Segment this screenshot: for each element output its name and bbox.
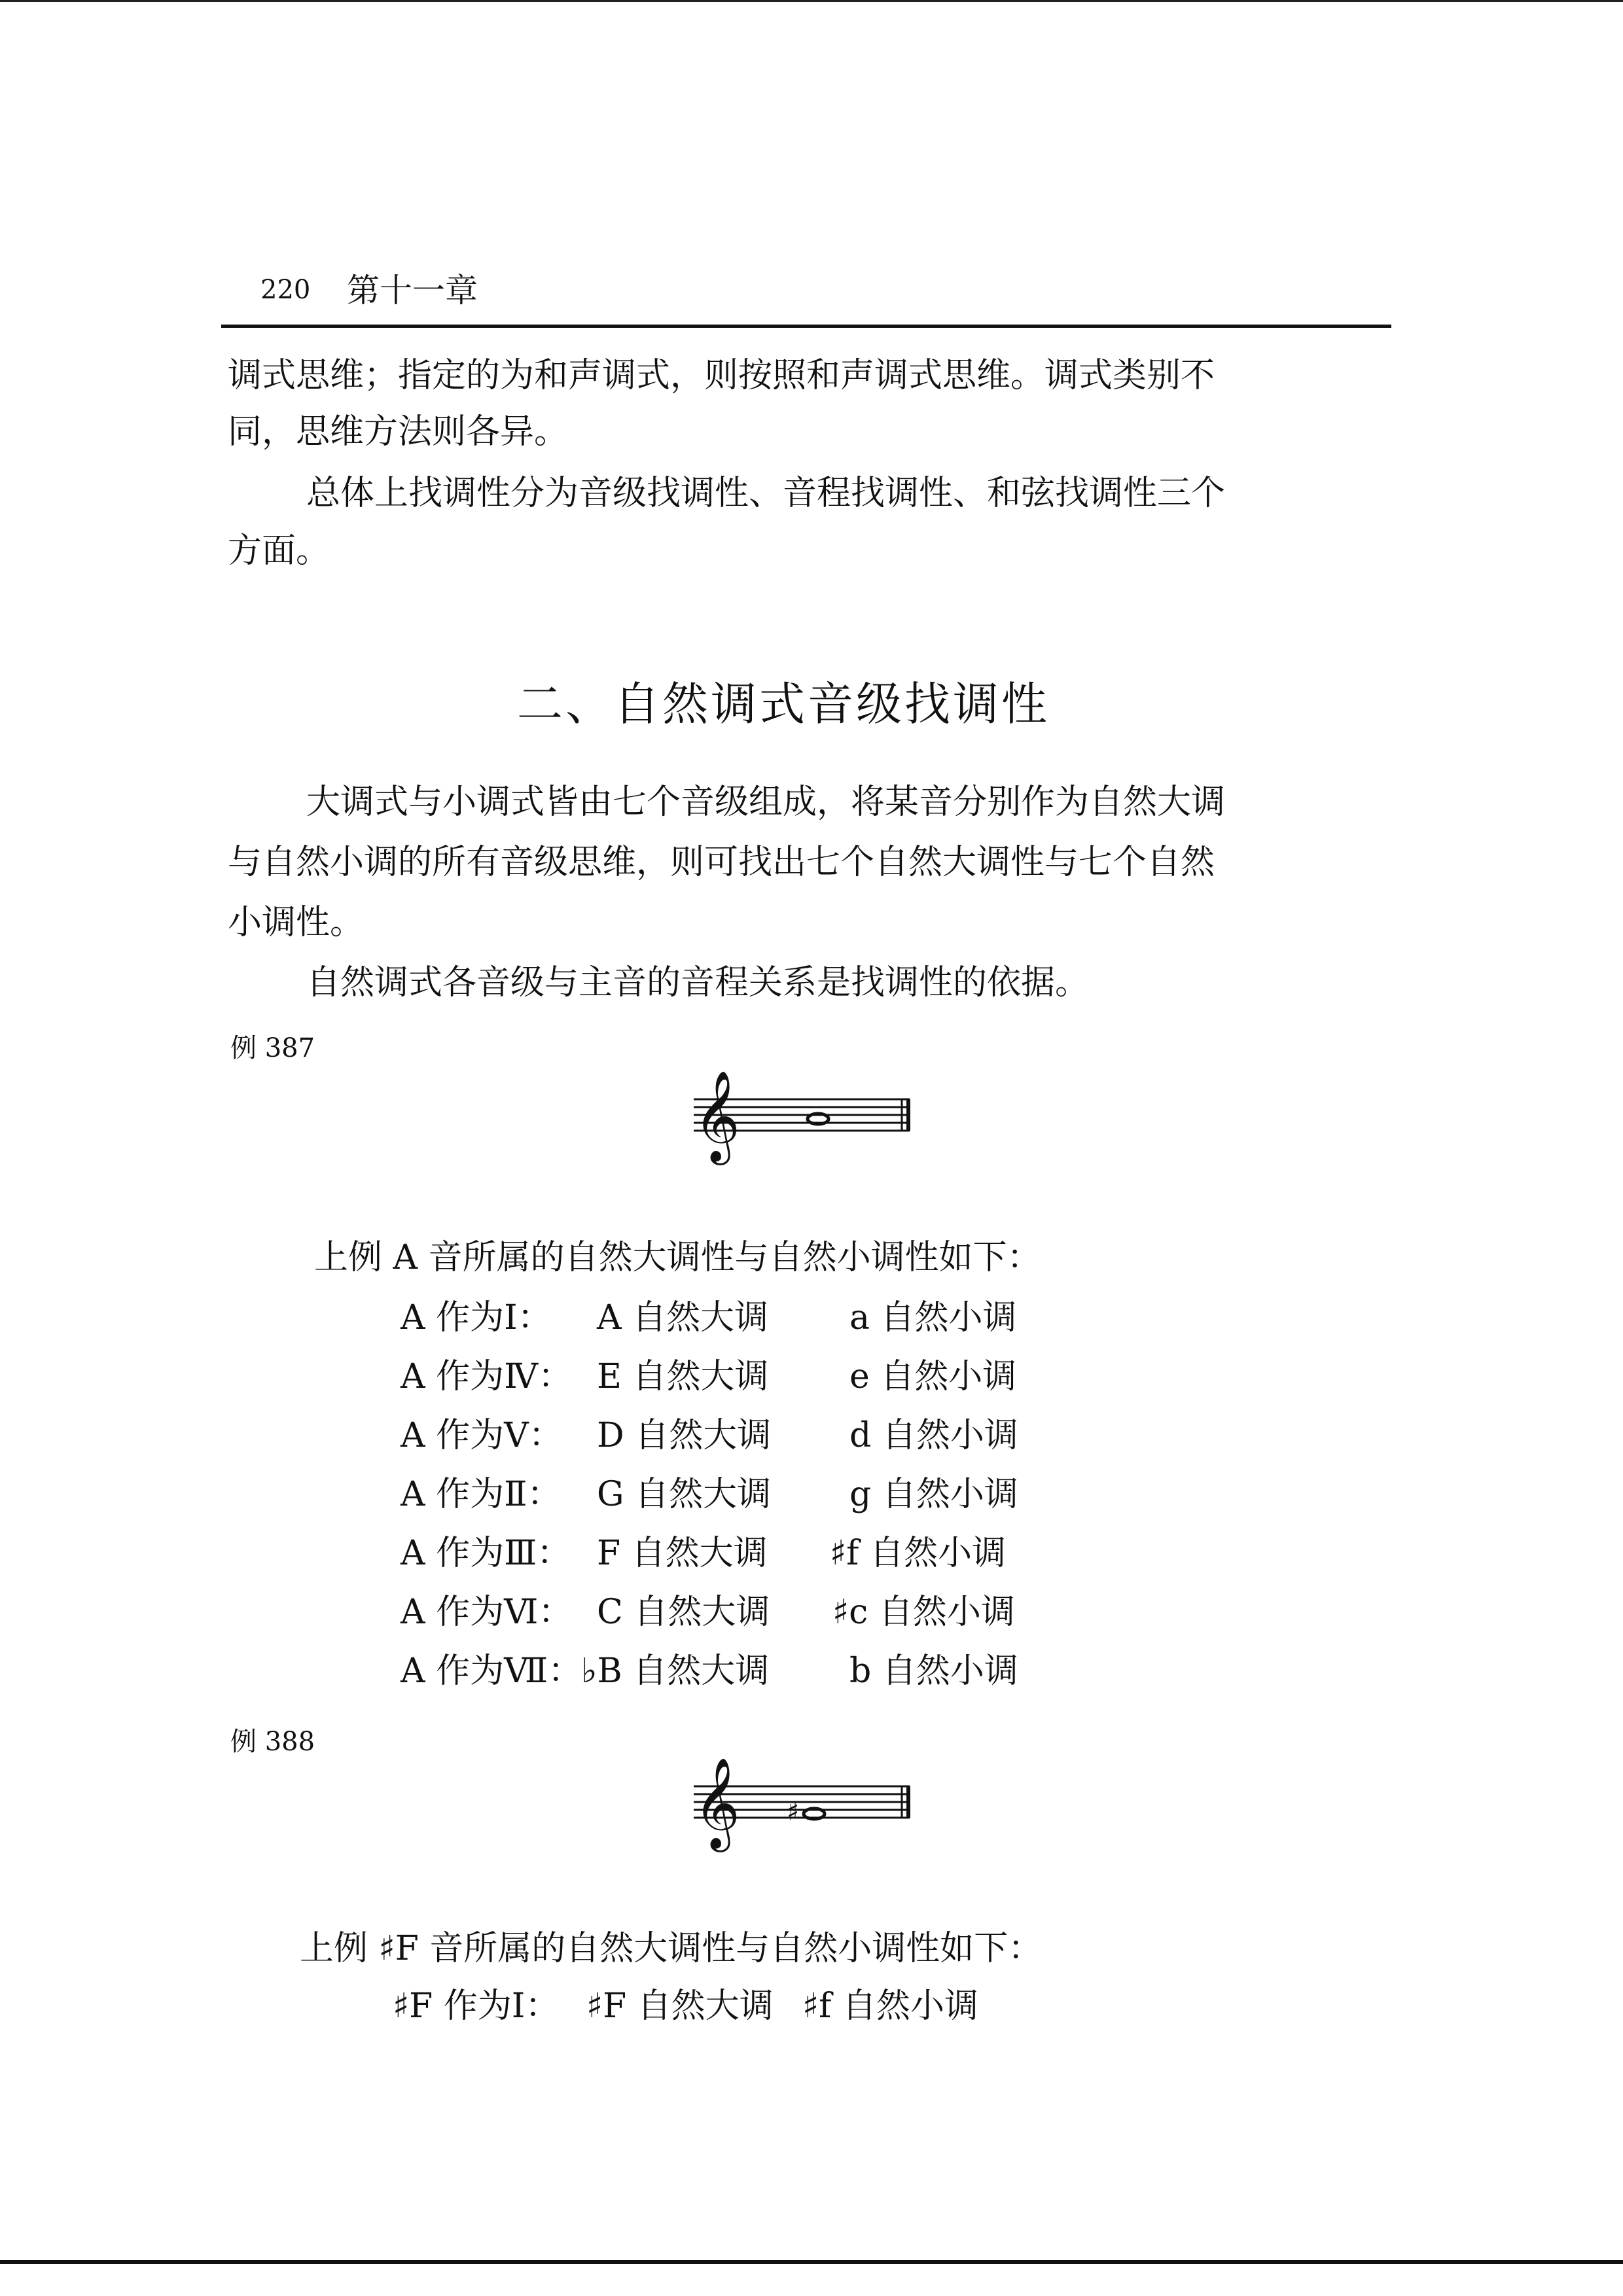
major-key-cell: C 自然大调 bbox=[597, 1593, 770, 1632]
chapter-title: 第十一章 bbox=[347, 272, 478, 309]
minor-key-cell: e 自然小调 bbox=[849, 1357, 1017, 1396]
minor-key-cell: d 自然小调 bbox=[849, 1416, 1018, 1455]
page-number: 220 bbox=[260, 275, 311, 305]
major-key-cell: A 自然大调 bbox=[597, 1298, 769, 1337]
minor-key-cell: ♯f 自然小调 bbox=[802, 1987, 978, 2026]
degree-cell: A 作为Ⅴ： bbox=[401, 1416, 563, 1455]
example-intro: 上例 A 音所属的自然大调性与自然小调性如下： bbox=[314, 1238, 1041, 1277]
minor-key-cell: ♯f 自然小调 bbox=[830, 1534, 1006, 1573]
major-key-cell: E 自然大调 bbox=[597, 1357, 769, 1396]
music-staff-example-387 bbox=[681, 1060, 923, 1171]
section-heading: 二、自然调式音级找调性 bbox=[517, 677, 1050, 731]
degree-cell: A 作为Ⅵ： bbox=[401, 1593, 573, 1632]
degree-cell: A 作为Ⅰ： bbox=[401, 1298, 552, 1337]
whole-note-icon bbox=[808, 1114, 829, 1124]
paragraph-line: 方面。 bbox=[228, 531, 330, 571]
example-intro: 上例 ♯F 音所属的自然大调性与自然小调性如下： bbox=[300, 1929, 1043, 1968]
major-key-cell: F 自然大调 bbox=[597, 1534, 768, 1573]
sharp-icon: ♯ bbox=[787, 1797, 800, 1827]
header-rule bbox=[221, 325, 1391, 328]
treble-clef-icon: 𝄞 bbox=[694, 1757, 740, 1848]
degree-cell: A 作为Ⅶ： bbox=[401, 1651, 582, 1691]
example-label: 例 387 bbox=[230, 1033, 315, 1063]
paragraph-line: 大调式与小调式皆由七个音级组成，将某音分别作为自然大调 bbox=[306, 783, 1226, 822]
degree-cell: A 作为Ⅳ： bbox=[401, 1357, 573, 1396]
paragraph-line: 自然调式各音级与主音的音程关系是找调性的依据。 bbox=[306, 963, 1090, 1002]
minor-key-cell: a 自然小调 bbox=[849, 1298, 1017, 1337]
major-key-cell: ♭B 自然大调 bbox=[581, 1651, 770, 1691]
paragraph-line: 与自然小调的所有音级思维，则可找出七个自然大调性与七个自然 bbox=[228, 843, 1215, 882]
paragraph-line: 小调性。 bbox=[228, 903, 365, 942]
degree-cell: A 作为Ⅲ： bbox=[401, 1534, 571, 1573]
bottom-rule bbox=[0, 2260, 1623, 2264]
minor-key-cell: g 自然小调 bbox=[849, 1475, 1018, 1514]
degree-cell: A 作为Ⅱ： bbox=[401, 1475, 562, 1514]
music-staff-example-388 bbox=[681, 1747, 923, 1858]
major-key-cell: G 自然大调 bbox=[597, 1475, 772, 1514]
major-key-cell: D 自然大调 bbox=[597, 1416, 772, 1455]
paragraph-line: 同，思维方法则各异。 bbox=[228, 412, 569, 451]
top-border bbox=[0, 0, 1623, 2]
whole-note-icon bbox=[804, 1809, 825, 1819]
major-key-cell: ♯F 自然大调 bbox=[586, 1987, 774, 2026]
minor-key-cell: b 自然小调 bbox=[849, 1651, 1018, 1691]
paragraph-line: 调式思维；指定的为和声调式，则按照和声调式思维。调式类别不 bbox=[228, 356, 1215, 395]
example-label: 例 388 bbox=[230, 1727, 315, 1757]
degree-cell: ♯F 作为Ⅰ： bbox=[393, 1987, 560, 2026]
minor-key-cell: ♯c 自然小调 bbox=[832, 1593, 1015, 1632]
treble-clef-icon: 𝄞 bbox=[694, 1070, 740, 1161]
paragraph-line: 总体上找调性分为音级找调性、音程找调性、和弦找调性三个 bbox=[306, 474, 1226, 513]
